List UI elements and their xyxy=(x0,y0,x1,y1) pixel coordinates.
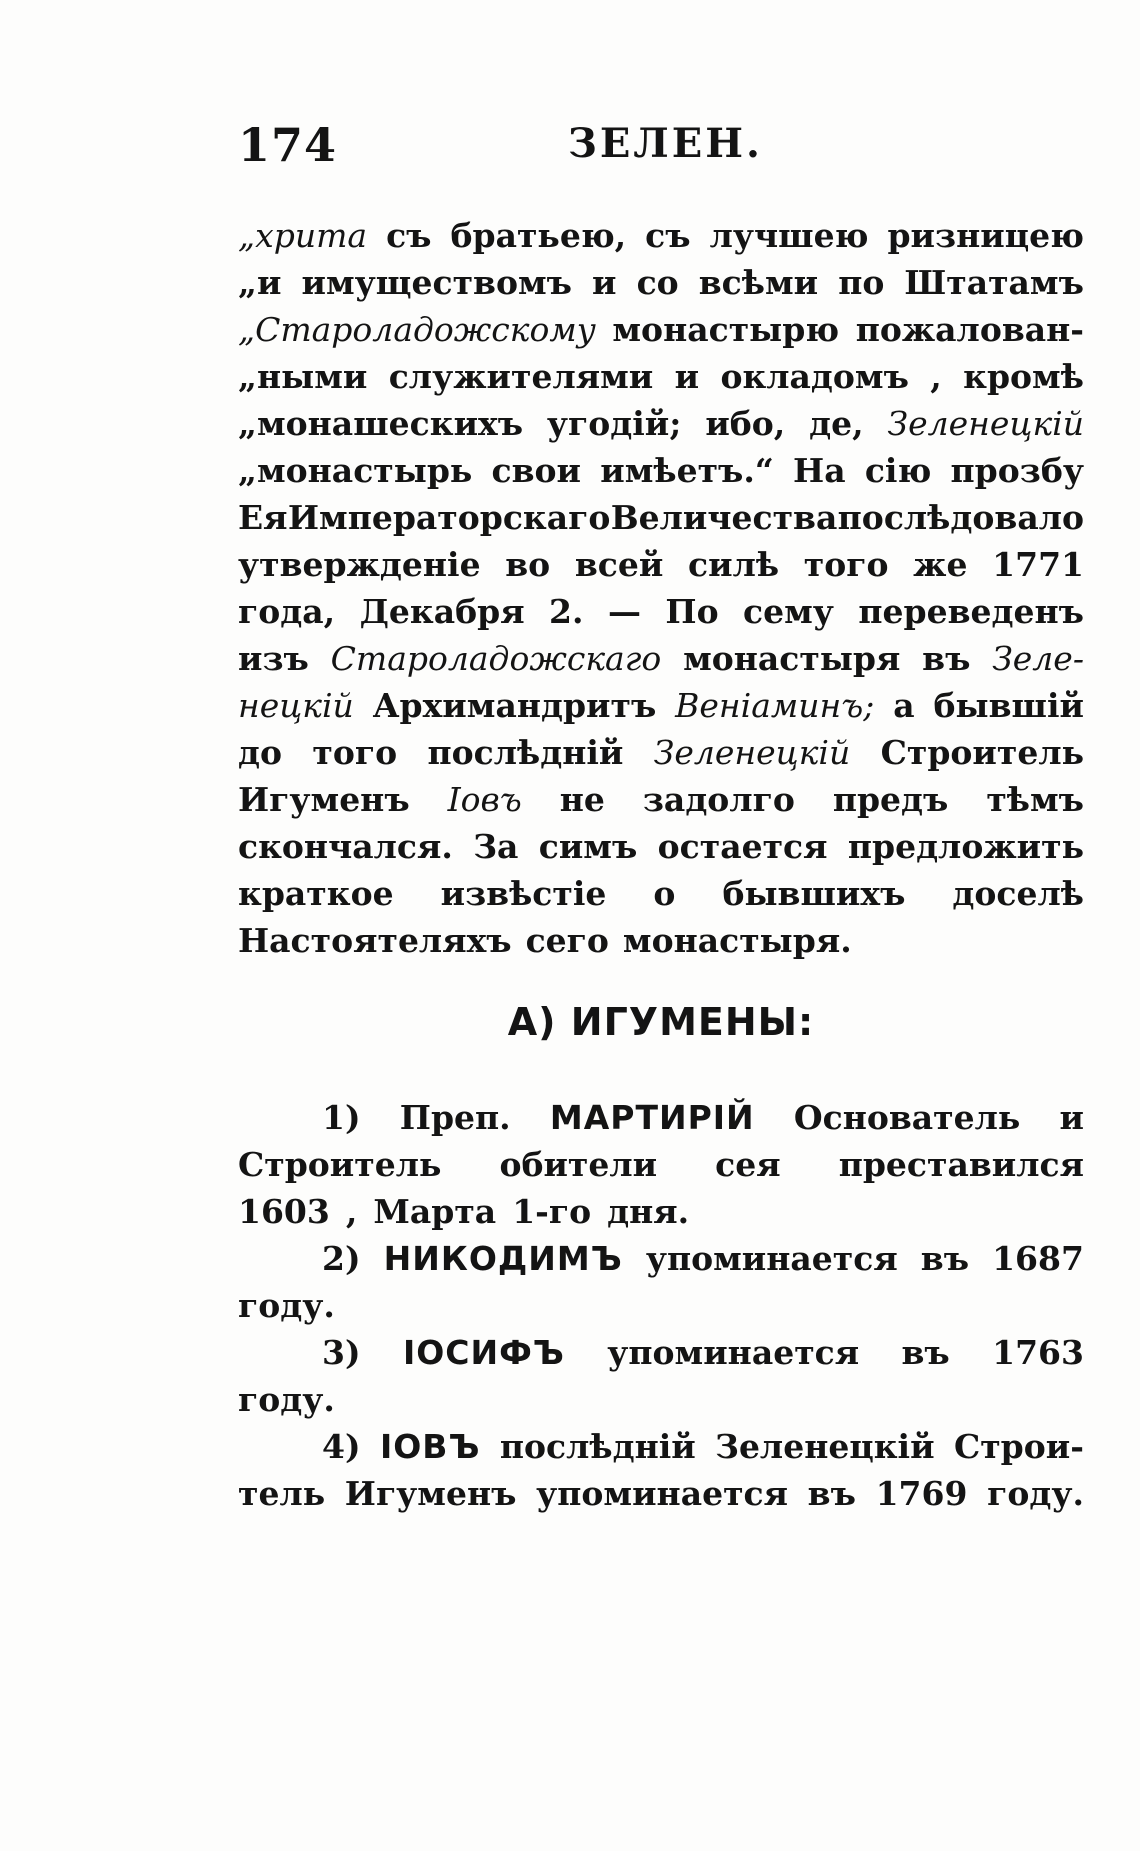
word: бывшій xyxy=(933,686,1084,725)
word: Декабря xyxy=(359,592,525,631)
abbot-name: ІОВЪ xyxy=(379,1427,481,1466)
word: „ными xyxy=(238,357,368,396)
word: Марта xyxy=(373,1192,497,1231)
text-line xyxy=(238,635,1084,682)
abbot-name: НИКОДИМЪ xyxy=(383,1239,623,1278)
word: сего xyxy=(525,921,609,960)
word: симъ xyxy=(538,827,638,866)
entry-line xyxy=(238,1282,1084,1329)
text-line xyxy=(238,776,1084,823)
word: всѣми xyxy=(698,263,819,302)
word: всей xyxy=(574,545,664,584)
entry-line xyxy=(238,1141,1084,1188)
word: Строитель xyxy=(880,733,1084,772)
word: 1-го xyxy=(512,1192,592,1231)
word: 4) xyxy=(322,1427,361,1466)
text-line xyxy=(238,588,1084,635)
word: — xyxy=(607,592,641,631)
word: дня. xyxy=(607,1192,690,1231)
word: остается xyxy=(657,827,828,866)
word: угодій; xyxy=(546,404,682,443)
word: не xyxy=(559,780,605,819)
word: 1603 xyxy=(238,1192,330,1231)
word: Основатель xyxy=(793,1098,1021,1137)
word: кромѣ xyxy=(963,357,1084,396)
word: имѣетъ.“ xyxy=(600,451,774,490)
word: послѣдній xyxy=(499,1427,696,1466)
word: По xyxy=(665,592,719,631)
word: 1771 xyxy=(992,545,1084,584)
entry-line xyxy=(238,1470,1084,1517)
word: свои xyxy=(491,451,582,490)
abbot-name: ІОСИФЪ xyxy=(402,1333,565,1372)
word: краткое xyxy=(238,874,394,913)
word: пожалован- xyxy=(855,310,1084,349)
word: въ xyxy=(901,1333,950,1372)
abbot-name: МАРТИРІЙ xyxy=(549,1098,755,1137)
entry-line xyxy=(238,1235,1084,1282)
word: окладомъ xyxy=(720,357,909,396)
word: въ xyxy=(922,639,971,678)
word: извѣстіе xyxy=(440,874,607,913)
word: „Староладожскому xyxy=(238,310,596,349)
word: году. xyxy=(238,1286,335,1325)
word: За xyxy=(473,827,519,866)
word: задолго xyxy=(642,780,795,819)
running-title: ЗЕЛЕН. xyxy=(568,120,763,167)
word: предложить xyxy=(847,827,1084,866)
word: предъ xyxy=(832,780,949,819)
word: переведенъ xyxy=(858,592,1084,631)
word: съ xyxy=(645,216,691,255)
word: утвержденіе xyxy=(238,545,481,584)
word: году. xyxy=(987,1474,1084,1513)
word: „монашескихъ xyxy=(238,404,524,443)
word: сію xyxy=(864,451,932,490)
word: Архимандритъ xyxy=(372,686,657,725)
text-line xyxy=(238,400,1084,447)
word: о xyxy=(653,874,676,913)
word: лучшею xyxy=(709,216,869,255)
word: того xyxy=(803,545,889,584)
text-line xyxy=(238,447,1084,494)
entry-line xyxy=(238,1094,1084,1141)
text-line xyxy=(238,259,1084,306)
word: Зеле- xyxy=(992,639,1084,678)
word: 3) xyxy=(322,1333,361,1372)
entry-line xyxy=(238,1329,1084,1376)
word: Штатамъ xyxy=(904,263,1084,302)
word: упоминается xyxy=(536,1474,788,1513)
word: , xyxy=(345,1192,358,1231)
word: упоминается xyxy=(607,1333,860,1372)
word: послѣдній xyxy=(427,733,624,772)
word: Веніаминъ; xyxy=(675,686,875,725)
abbot-entry xyxy=(238,1329,1084,1423)
word: Игуменъ xyxy=(344,1474,517,1513)
word: тѣмъ xyxy=(986,780,1084,819)
word: 1687 xyxy=(992,1239,1084,1278)
word: съ xyxy=(386,216,432,255)
word: Игуменъ xyxy=(238,780,410,819)
body-paragraph xyxy=(238,212,1084,964)
word: служителями xyxy=(388,357,654,396)
word: силѣ xyxy=(688,545,780,584)
word: сея xyxy=(715,1145,781,1184)
word: упоминается xyxy=(645,1239,898,1278)
word: 1763 xyxy=(992,1333,1084,1372)
word: въ xyxy=(807,1474,856,1513)
text-line xyxy=(238,682,1084,729)
word: Іовъ xyxy=(447,780,522,819)
word: монастыря xyxy=(683,639,901,678)
entry-line xyxy=(238,1423,1084,1470)
word: изъ xyxy=(238,639,309,678)
word: году. xyxy=(238,1380,335,1419)
word: , xyxy=(930,357,942,396)
section-heading: А) ИГУМЕНЫ: xyxy=(507,1000,815,1044)
word: со xyxy=(636,263,679,302)
word: доселѣ xyxy=(952,874,1084,913)
word: Преп. xyxy=(399,1098,511,1137)
abbot-entry xyxy=(238,1423,1084,1517)
word: и xyxy=(592,263,617,302)
word: монастырю xyxy=(612,310,840,349)
word: а xyxy=(893,686,915,725)
page-number: 174 xyxy=(238,118,338,172)
abbot-entry xyxy=(238,1094,1084,1235)
word: „и xyxy=(238,263,282,302)
word: „монастырь xyxy=(238,451,473,490)
word: и xyxy=(674,357,700,396)
word: 1) xyxy=(322,1098,361,1137)
word: Зеленецкій xyxy=(887,404,1084,443)
word: де, xyxy=(809,404,864,443)
word: „хрита xyxy=(238,216,368,255)
word: Ея xyxy=(238,498,288,537)
word: Императорскаго xyxy=(287,498,611,537)
word: Зеленецкій xyxy=(715,1427,935,1466)
text-line xyxy=(238,494,1084,541)
word: послѣдовало xyxy=(837,498,1084,537)
word: бывшихъ xyxy=(722,874,906,913)
word: преставился xyxy=(838,1145,1084,1184)
word: обители xyxy=(499,1145,658,1184)
word: во xyxy=(505,545,551,584)
entry-line xyxy=(238,1188,1084,1235)
word: въ xyxy=(920,1239,970,1278)
word: Строитель xyxy=(238,1145,442,1184)
word: ризницею xyxy=(887,216,1084,255)
word: года, xyxy=(238,592,336,631)
word: тель xyxy=(238,1474,326,1513)
word: и xyxy=(1059,1098,1084,1137)
text-line xyxy=(238,729,1084,776)
word: ибо, xyxy=(705,404,786,443)
word: того xyxy=(312,733,398,772)
word: до xyxy=(238,733,283,772)
word: Величества xyxy=(610,498,838,537)
word: Строи- xyxy=(953,1427,1084,1466)
word: 2. xyxy=(549,592,584,631)
word: 2) xyxy=(322,1239,361,1278)
abbots-list xyxy=(238,1094,1084,1517)
word: Староладожскаго xyxy=(330,639,662,678)
word: 1769 xyxy=(875,1474,968,1513)
word: прозбу xyxy=(950,451,1084,490)
word: монастыря. xyxy=(622,921,852,960)
text-line xyxy=(238,917,1084,964)
entry-line xyxy=(238,1376,1084,1423)
word: нецкій xyxy=(238,686,354,725)
word: же xyxy=(913,545,968,584)
running-head xyxy=(238,118,1058,178)
word: братьею, xyxy=(450,216,627,255)
word: сему xyxy=(743,592,834,631)
word: имуществомъ xyxy=(301,263,572,302)
word: Зеленецкій xyxy=(653,733,851,772)
abbot-entry xyxy=(238,1235,1084,1329)
text-line xyxy=(238,306,1084,353)
word: На xyxy=(793,451,846,490)
word: по xyxy=(838,263,885,302)
text-line xyxy=(238,823,1084,870)
text-line xyxy=(238,541,1084,588)
text-line xyxy=(238,870,1084,917)
word: скончался. xyxy=(238,827,453,866)
text-line xyxy=(238,353,1084,400)
word: Настоятеляхъ xyxy=(238,921,512,960)
text-line xyxy=(238,212,1084,259)
